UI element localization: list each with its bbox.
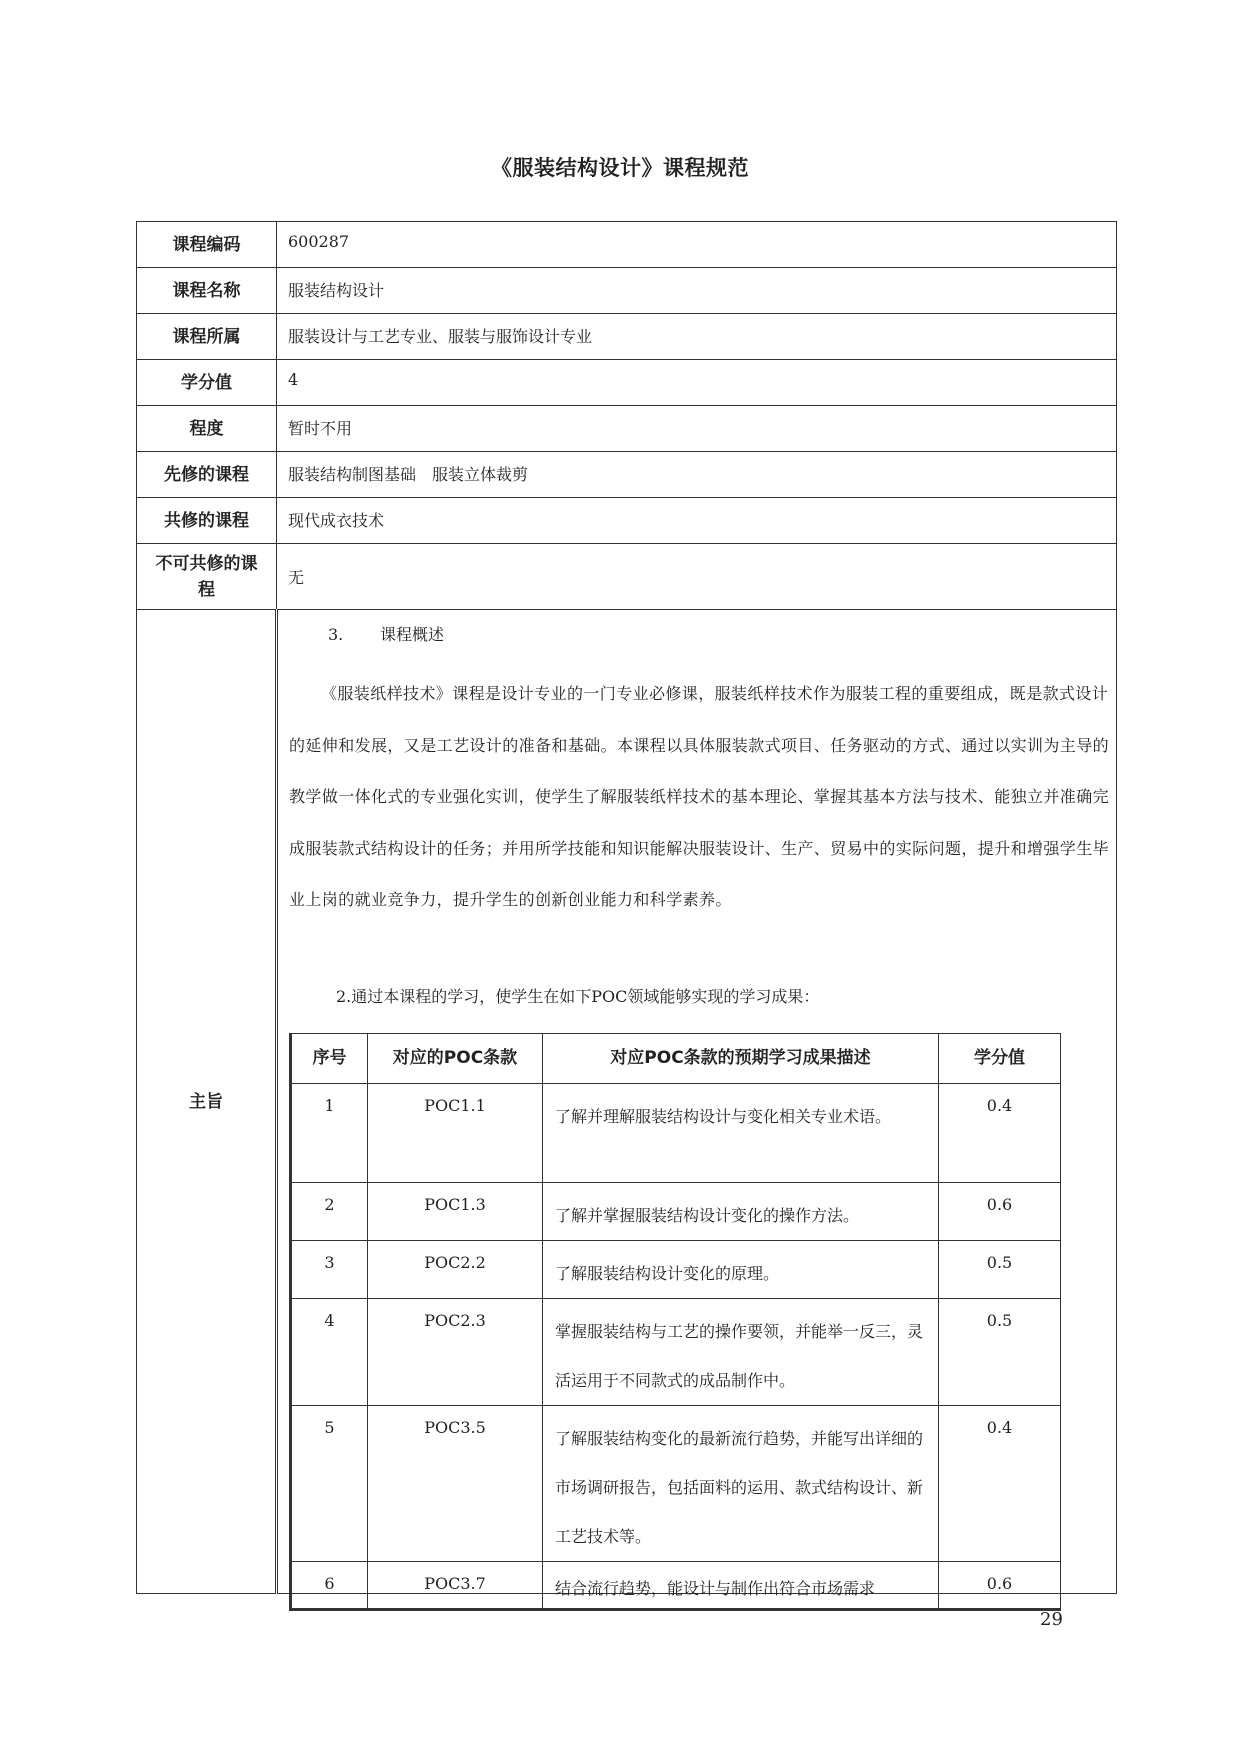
poc-credit: 0.4: [986, 1096, 1013, 1115]
poc-desc: 掌握服装结构与工艺的操作要领，并能举一反三，灵活运用于不同款式的成品制作中。: [543, 1299, 939, 1406]
poc-credit: 0.5: [986, 1311, 1013, 1330]
row-label-exclusions-line2: 程: [198, 579, 215, 600]
poc-credit: 0.4: [986, 1418, 1013, 1437]
row-value-credits: 4: [277, 360, 1117, 406]
row-value-corequisites: 现代成衣技术: [277, 498, 1117, 544]
poc-desc: 了解并理解服装结构设计与变化相关专业术语。: [543, 1084, 939, 1183]
table-row: [137, 498, 1117, 544]
row-label-credits: 学分值: [137, 360, 277, 406]
row-label-course-code: 课程编码: [137, 222, 277, 268]
poc-credit: 0.6: [986, 1195, 1013, 1214]
overview-number: 3.: [328, 625, 344, 644]
table-row: [137, 406, 1117, 452]
row-label-exclusions-line1: 不可共修的课: [155, 553, 258, 574]
poc-desc: 了解服装结构设计变化的原理。: [543, 1241, 939, 1299]
row-label-corequisites: 共修的课程: [137, 498, 277, 544]
row-label-level: 程度: [137, 406, 277, 452]
overview-title: 课程概述: [380, 625, 445, 644]
row-label-exclusions: [137, 544, 277, 610]
row-value-level: 暂时不用: [277, 406, 1117, 452]
overview-heading: [328, 622, 444, 645]
poc-desc: 了解服装结构变化的最新流行趋势，并能写出详细的市场调研报告，包括面料的运用、款式结构设计、新工艺技术等。: [543, 1406, 939, 1562]
poc-desc: 结合流行趋势，能设计与制作出符合市场需求: [543, 1562, 939, 1610]
overview-text: 《服装纸样技术》课程是设计专业的一门专业必修课，服装纸样技术作为服装工程的重要组成，既是款式设计的延伸和发展，又是工艺设计的准备和基础。本课程以具体服装款式项目、任务驱动的方式、通过以实训为主导的教学做一体化式的专业强化实训，使学生了解服装纸样技术的基本理论、掌握其基本方法与技术、能独立并准确完成服装款式结构设计的任务；并用所学技能和知识能解决服装设计、生产、贸易中的实际问题，提升和增强学生毕业上岗的就业竞争力，提升学生的创新创业能力和科学素养。: [289, 684, 1110, 910]
poc-clause: POC3.7: [424, 1574, 486, 1593]
poc-no: 6: [324, 1574, 335, 1593]
course-spec-table: [136, 221, 1117, 1598]
poc-credit: 0.5: [986, 1253, 1013, 1272]
table-row: [137, 544, 1117, 610]
table-row: [137, 314, 1117, 360]
document-title: 《服装结构设计》课程规范: [491, 156, 749, 180]
poc-no: 3: [324, 1253, 335, 1272]
row-value-exclusions: 无: [277, 544, 1117, 610]
table-row: [291, 1241, 1061, 1299]
poc-desc: 了解并掌握服装结构设计变化的操作方法。: [543, 1183, 939, 1241]
row-value-course-code: 600287: [277, 222, 1117, 268]
poc-clause: POC3.5: [424, 1418, 486, 1437]
row-label-course-affiliation: 课程所属: [137, 314, 277, 360]
row-label-main-purpose: 主旨: [137, 610, 277, 1594]
table-row: [291, 1183, 1061, 1241]
overview-paragraph: [289, 668, 1109, 926]
poc-clause: POC1.1: [424, 1096, 486, 1115]
poc-header-credit: 学分值: [939, 1034, 1061, 1084]
table-row: [137, 360, 1117, 406]
row-value-prerequisites: 服装结构制图基础 服装立体裁剪: [277, 452, 1117, 498]
poc-credit: 0.6: [986, 1574, 1013, 1593]
row-value-course-name: 服装结构设计: [277, 268, 1117, 314]
table-row: [291, 1084, 1061, 1183]
poc-clause: POC2.2: [424, 1253, 486, 1272]
table-row: [291, 1406, 1061, 1562]
table-row: [291, 1562, 1061, 1610]
main-purpose-cell: [277, 610, 1117, 1598]
table-row: [137, 268, 1117, 314]
poc-no: 4: [324, 1311, 335, 1330]
poc-header-poc: 对应的POC条款: [368, 1034, 543, 1084]
poc-header-row: [291, 1034, 1061, 1084]
row-label-course-name: 课程名称: [137, 268, 277, 314]
row-value-course-affiliation: 服装设计与工艺专业、服装与服饰设计专业: [277, 314, 1117, 360]
table-row: [137, 452, 1117, 498]
poc-header-no: 序号: [291, 1034, 368, 1084]
poc-no: 1: [324, 1096, 335, 1115]
poc-header-desc: 对应POC条款的预期学习成果描述: [543, 1034, 939, 1084]
poc-intro: 2.通过本课程的学习，使学生在如下POC领域能够实现的学习成果：: [336, 987, 820, 1006]
page-number: 29: [1040, 1609, 1063, 1630]
poc-table: [289, 1033, 1061, 1611]
row-label-prerequisites: 先修的课程: [137, 452, 277, 498]
poc-clause: POC2.3: [424, 1311, 486, 1330]
table-row: [137, 222, 1117, 268]
table-row: [291, 1299, 1061, 1406]
table-row: [137, 610, 1117, 1594]
poc-no: 2: [324, 1195, 335, 1214]
poc-no: 5: [324, 1418, 335, 1437]
poc-clause: POC1.3: [424, 1195, 486, 1214]
